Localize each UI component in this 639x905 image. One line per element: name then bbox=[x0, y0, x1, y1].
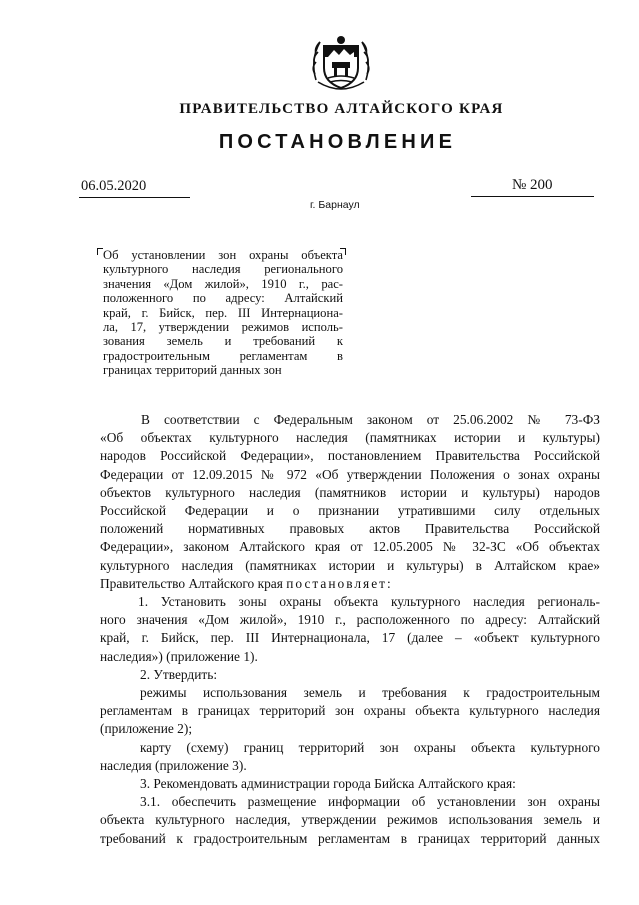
item-3-1-line: объекта культурного наследия, утверждении режимов использования земель и bbox=[100, 812, 600, 828]
body-line: В соответствии с Федеральным законом от 25.06.2002 № 73-ФЗ bbox=[141, 412, 600, 427]
body-line: положений нормативных правовых актов Правительства Российской bbox=[100, 521, 600, 537]
city-label: г. Барнаул bbox=[310, 199, 360, 211]
document-date: 06.05.2020 bbox=[81, 178, 147, 194]
subject-line: зования земель и требований к bbox=[103, 334, 343, 349]
date-underline bbox=[79, 197, 190, 198]
decree-line bbox=[100, 575, 600, 593]
item-3-title: 3. Рекомендовать администрации города Бийска Алтайского края: bbox=[140, 776, 516, 792]
item-2a-line: (приложение 2); bbox=[100, 721, 193, 737]
item-2a-line: регламентам в границах территорий зон охраны объекта культурного наследия bbox=[100, 703, 600, 719]
item-2-title: 2. Утвердить: bbox=[140, 666, 218, 682]
body-line: культурного наследия (памятниках истории и культуры) в Алтайском крае» bbox=[100, 557, 600, 573]
decree-word: постановляет: bbox=[286, 575, 393, 591]
coat-of-arms-icon bbox=[306, 30, 376, 98]
subject-line: положенного по адресу: Алтайский bbox=[103, 291, 343, 306]
body-line: объектов культурного наследия (памятников истории и культуры) народов bbox=[100, 484, 600, 500]
document-number: № 200 bbox=[512, 177, 553, 193]
subject-line: значения «Дом жилой», 1910 г., рас- bbox=[103, 276, 343, 291]
item-2b-line: наследия (приложение 3). bbox=[100, 757, 247, 773]
item-1-line: ного значения «Дом жилой», 1910 г., расположенного по адресу: Алтайский bbox=[100, 612, 600, 628]
item-3-1-line: требований к градостроительным регламентам в границах территорий данных bbox=[100, 830, 600, 846]
government-title: ПРАВИТЕЛЬСТВО АЛТАЙСКОГО КРАЯ bbox=[179, 101, 504, 117]
item-2b-line: карту (схему) границ территорий зон охраны объекта культурного bbox=[140, 739, 600, 755]
number-underline bbox=[471, 196, 594, 197]
subject-block bbox=[103, 248, 343, 378]
subject-line: край, г. Бийск, пер. III Интернациона- bbox=[103, 305, 343, 320]
item-3-1-line: 3.1. обеспечить размещение информации об установлении зон охраны bbox=[140, 794, 600, 810]
item-1-line: край, г. Бийск, пер. III Интернационала, 17 (далее – «объект культурного bbox=[100, 630, 600, 646]
body-line: Федерации от 12.09.2015 № 972 «Об утверждении Положения о зонах охраны bbox=[100, 466, 600, 482]
body-line: народов Российской Федерации», постановлением Правительства Российской bbox=[100, 448, 600, 464]
item-1-line: наследия») (приложение 1). bbox=[100, 648, 258, 664]
body-line: Российской Федерации и о признании утратившими силу отдельных bbox=[100, 503, 600, 519]
body-line: Федерации», законом Алтайского края от 12.05.2005 № 32-ЗС «Об объектах bbox=[100, 539, 600, 555]
document-body bbox=[100, 411, 600, 848]
subject-line: ла, 17, утверждении режимов исполь- bbox=[103, 320, 343, 335]
subject-line: Об установлении зон охраны объекта bbox=[103, 248, 343, 262]
body-line: «Об объектах культурного наследия (памятниках истории и культуры) bbox=[100, 430, 600, 446]
decree-prefix: Правительство Алтайского края bbox=[100, 575, 287, 591]
document-type-title: ПОСТАНОВЛЕНИЕ bbox=[218, 131, 457, 153]
subject-line: культурного наследия регионального bbox=[103, 262, 343, 277]
subject-line: границах территорий данных зон bbox=[103, 363, 282, 378]
item-2a-line: режимы использования земель и требования к градостроительным bbox=[140, 685, 600, 701]
subject-line: градостроительным регламентам в bbox=[103, 348, 343, 363]
item-1-line: 1. Установить зоны охраны объекта культурного наследия региональ- bbox=[138, 594, 600, 610]
